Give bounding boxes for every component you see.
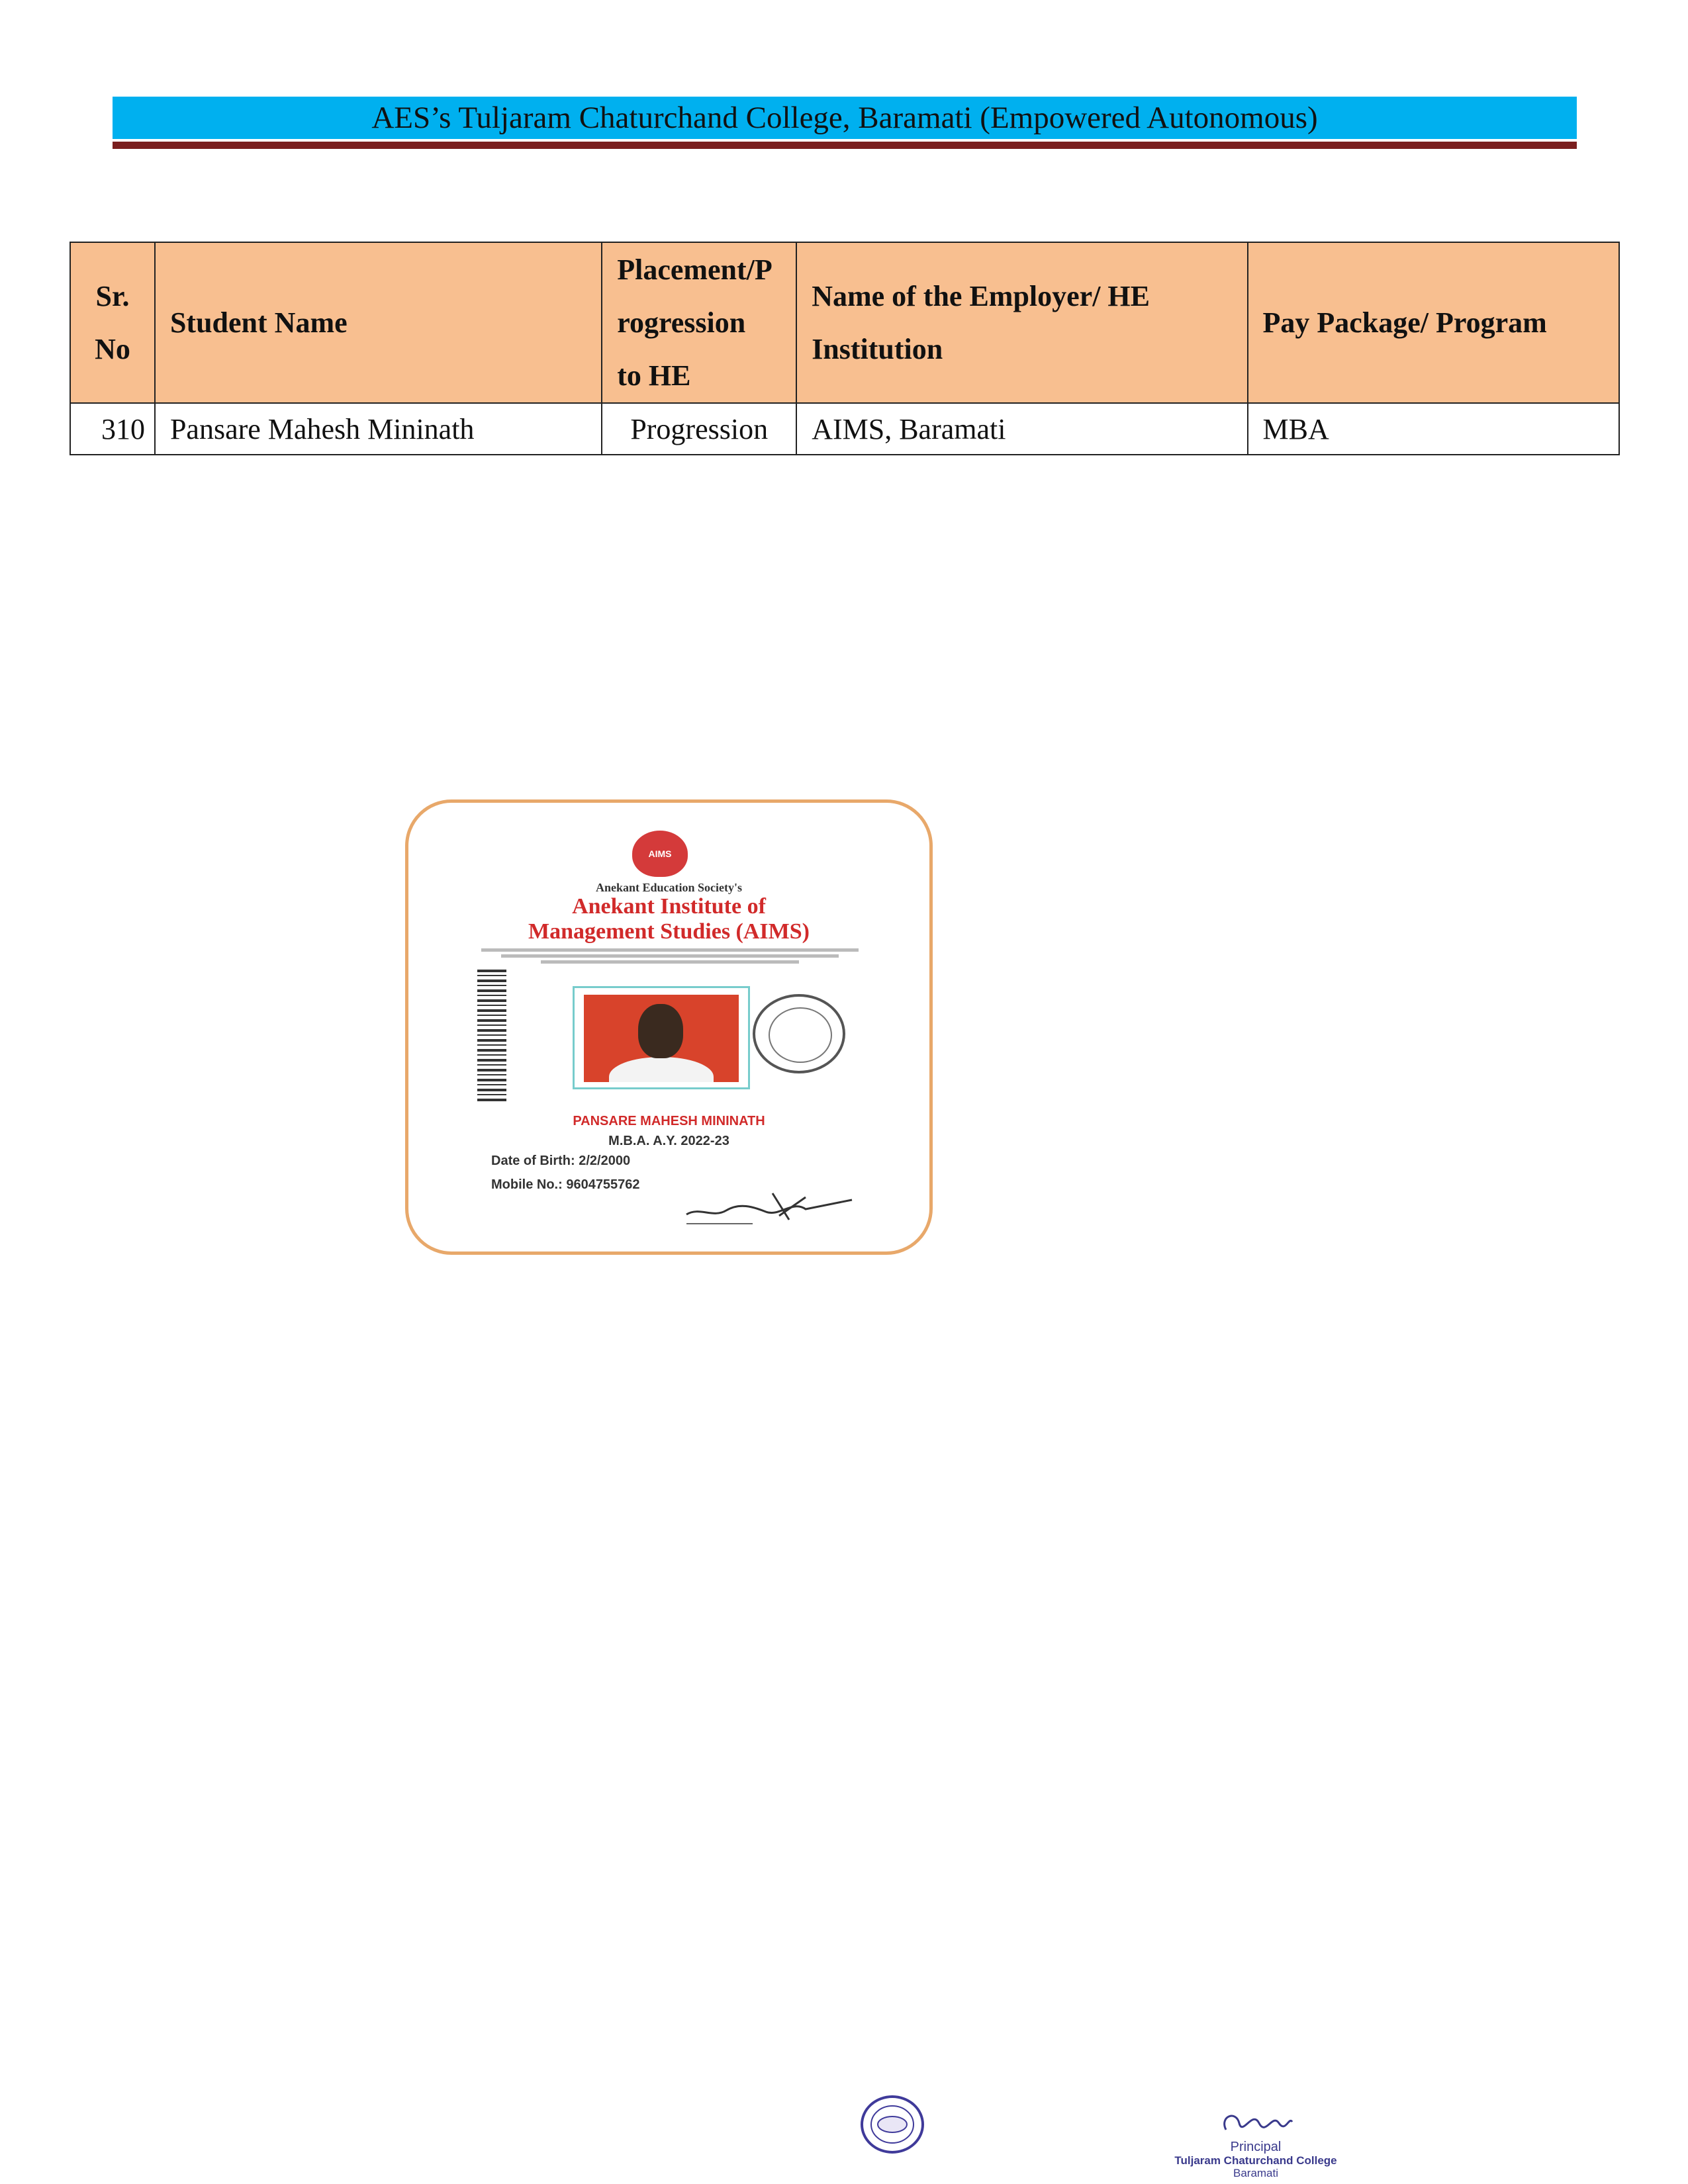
cell-sr: 310: [70, 403, 155, 455]
col-header-pay: Pay Package/ Program: [1248, 242, 1620, 403]
document-header: AES’s Tuljaram Chaturchand College, Baramati (Empowered Autonomous): [113, 97, 1577, 139]
header-divider-dark: [113, 142, 1577, 149]
col-header-employer: Name of the Employer/ HE Institution: [796, 242, 1247, 403]
card-dob: Date of Birth: 2/2/2000: [491, 1154, 631, 1168]
col-header-sr: Sr. No: [70, 242, 155, 403]
principal-title: Principal: [1230, 2140, 1282, 2154]
col-header-placement: Placement/P rogression to HE: [602, 242, 796, 403]
card-address-blur: [455, 946, 885, 966]
card-society: Anekant Education Society's: [595, 881, 743, 894]
cell-name: Pansare Mahesh Mininath: [155, 403, 602, 455]
aims-logo: AIMS: [632, 831, 688, 877]
principal-signature-block: [1173, 2103, 1338, 2179]
barcode-icon: [477, 970, 506, 1102]
col-header-name: Student Name: [155, 242, 602, 403]
card-course: M.B.A. A.Y. 2022-23: [608, 1134, 729, 1148]
card-mobile: Mobile No.: 9604755762: [491, 1177, 640, 1192]
placement-table: [70, 242, 1620, 455]
signature-icon: [1173, 2103, 1338, 2136]
card-student-name: PANSARE MAHESH MININATH: [573, 1114, 765, 1128]
card-signature-icon: [673, 1187, 859, 1226]
card-institute: Anekant Institute of Management Studies (AIMS): [528, 894, 810, 944]
table-header-row: [70, 242, 1619, 403]
student-photo: [573, 986, 750, 1089]
cell-employer: AIMS, Baramati: [796, 403, 1247, 455]
principal-college: Tuljaram Chaturchand College: [1174, 2154, 1337, 2167]
cell-placement: Progression: [602, 403, 796, 455]
student-id-card: [405, 799, 933, 1255]
principal-city: Baramati: [1233, 2167, 1279, 2179]
institute-stamp-icon: [753, 994, 845, 1073]
table-row: [70, 403, 1619, 455]
cell-pay: MBA: [1248, 403, 1620, 455]
college-seal-icon: [859, 2095, 925, 2154]
